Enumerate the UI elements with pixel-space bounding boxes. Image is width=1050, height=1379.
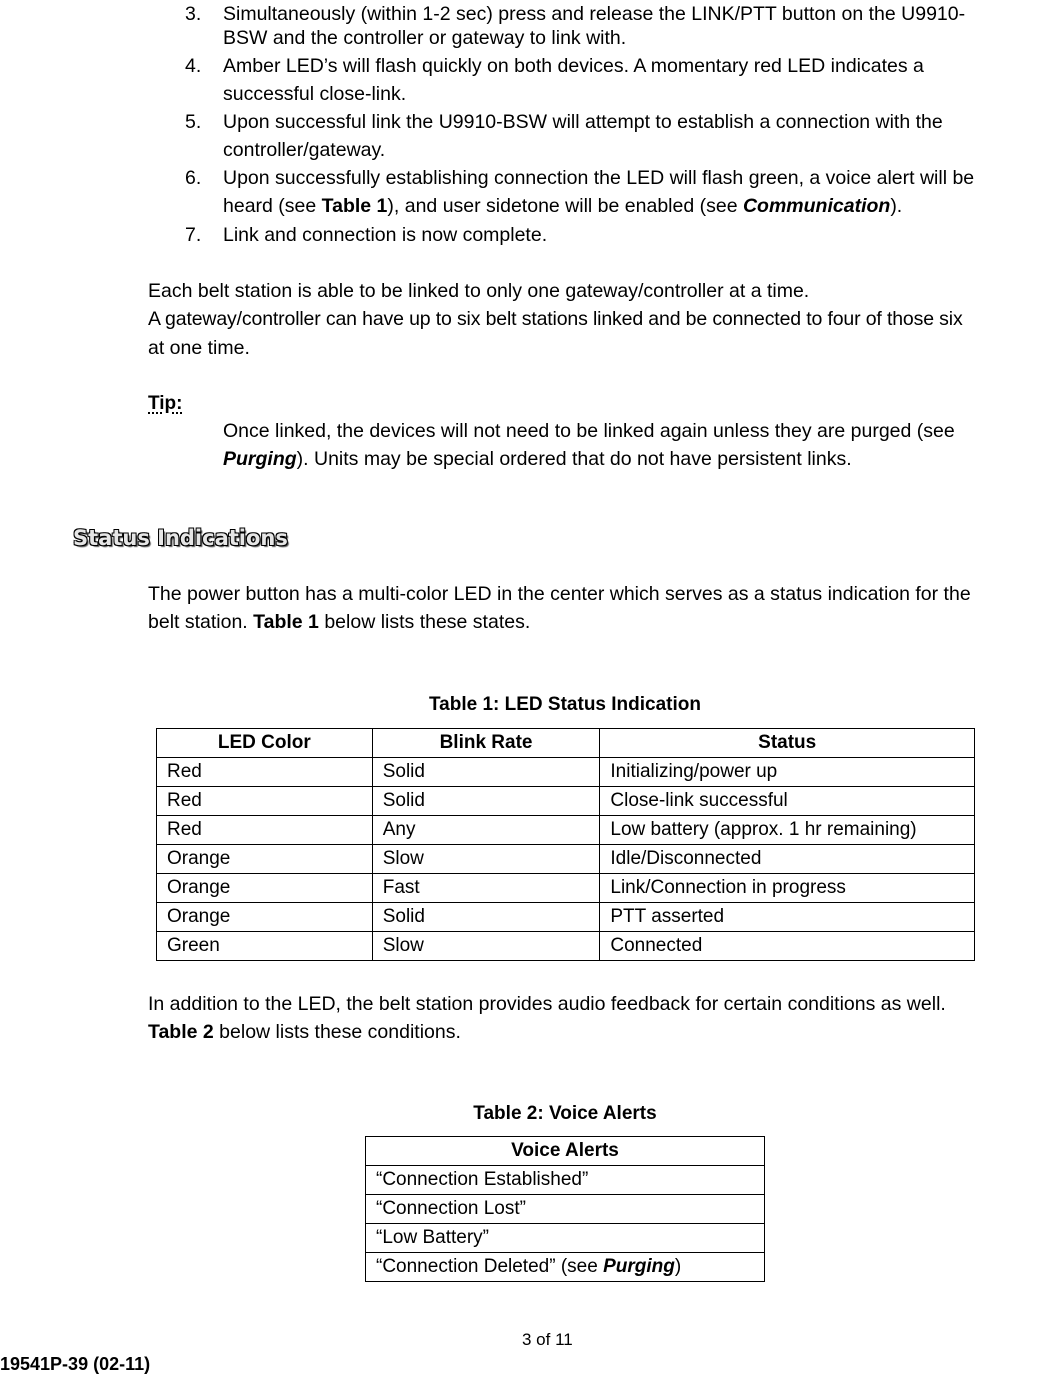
step-text [223, 192, 902, 221]
table-row [157, 758, 975, 787]
table-cell: Connected [600, 932, 975, 961]
table-cell: “Connection Established” [366, 1166, 765, 1195]
step-text: Upon successfully establishing connection the LED will flash green, a voice alert will be [223, 167, 975, 189]
step-text: Amber LED’s will flash quickly on both devices. A momentary red LED indicates a [223, 55, 924, 77]
table-cell: Idle/Disconnected [600, 845, 975, 874]
paragraph-line: The power button has a multi-color LED in the center which serves as a status indication for the [148, 583, 971, 605]
table-cell: Red [157, 758, 373, 787]
table-row [157, 874, 975, 903]
text-run: below lists these states. [318, 611, 531, 633]
table-1-reference: Table 1 [321, 195, 388, 217]
table-cell: Green [157, 932, 373, 961]
table-cell: Low battery (approx. 1 hr remaining) [600, 816, 975, 845]
table-row [366, 1166, 765, 1195]
table-1-caption: Table 1: LED Status Indication [428, 694, 701, 715]
led-status-table [156, 728, 975, 961]
paragraph-line [148, 608, 530, 637]
step-text: Upon successful link the U9910-BSW will attempt to establish a connection with the [223, 111, 943, 133]
text-run: heard (see [223, 195, 322, 217]
column-header: LED Color [157, 729, 373, 758]
table-cell: Orange [157, 874, 373, 903]
table-cell: Slow [372, 845, 600, 874]
step-number: 4. [185, 55, 202, 77]
document-id: 19541P-39 (02-11) [0, 1354, 151, 1374]
step-number: 7. [185, 224, 202, 246]
table-cell: Link/Connection in progress [600, 874, 975, 903]
table-cell: Close-link successful [600, 787, 975, 816]
text-run: below lists these conditions. [213, 1021, 461, 1043]
table-cell: Red [157, 816, 373, 845]
table-cell: Slow [372, 932, 600, 961]
table-row [366, 1253, 765, 1282]
text-run: “Connection Deleted” (see [376, 1256, 604, 1277]
text-run: ), and user sidetone will be enabled (see [387, 195, 743, 217]
tip-label: Tip: [148, 393, 183, 414]
table-cell: Any [372, 816, 600, 845]
table-cell: Fast [372, 874, 600, 903]
step-text: BSW and the controller or gateway to link with. [223, 27, 627, 49]
text-run: ). [890, 195, 903, 217]
table-cell: “Connection Lost” [366, 1195, 765, 1224]
step-number: 5. [185, 111, 202, 133]
step-number: 3. [185, 3, 202, 25]
paragraph-line: Each belt station is able to be linked to only one gateway/controller at a time. [148, 280, 810, 302]
table-row [366, 1195, 765, 1224]
step-number: 6. [185, 167, 202, 189]
table-row [366, 1224, 765, 1253]
table-row [157, 903, 975, 932]
table-row [157, 787, 975, 816]
column-header: Blink Rate [372, 729, 600, 758]
paragraph-line: A gateway/controller can have up to six belt stations linked and be connected to four of those six [148, 308, 963, 330]
paragraph-line: In addition to the LED, the belt station provides audio feedback for certain conditions as well. [148, 993, 946, 1015]
step-text: Link and connection is now complete. [223, 224, 548, 246]
column-header: Status [600, 729, 975, 758]
page-number: 3 of 11 [522, 1330, 573, 1349]
tip-text: Once linked, the devices will not need to be linked again unless they are purged (see [223, 420, 955, 442]
table-cell: Solid [372, 758, 600, 787]
table-1-reference: Table 1 [253, 611, 319, 633]
table-cell: PTT asserted [600, 903, 975, 932]
step-text: successful close-link. [223, 83, 407, 105]
table-cell [366, 1253, 765, 1282]
table-row [157, 932, 975, 961]
table-cell: Orange [157, 845, 373, 874]
paragraph-line: at one time. [148, 337, 250, 359]
table-2-caption: Table 2: Voice Alerts [473, 1103, 657, 1124]
table-row [157, 845, 975, 874]
tip-text [223, 445, 852, 474]
text-run: belt station. [148, 611, 254, 633]
table-row [157, 816, 975, 845]
step-text: Simultaneously (within 1-2 sec) press and release the LINK/PTT button on the U9910- [223, 3, 966, 25]
table-cell: Solid [372, 903, 600, 932]
table-header-row [366, 1137, 765, 1166]
communication-reference: Communication [742, 195, 891, 217]
purging-reference: Purging [603, 1256, 675, 1277]
text-run: ) [674, 1256, 682, 1277]
table-cell: Solid [372, 787, 600, 816]
step-text: controller/gateway. [223, 139, 386, 161]
table-cell: Initializing/power up [600, 758, 975, 787]
column-header: Voice Alerts [366, 1137, 765, 1166]
table-header-row [157, 729, 975, 758]
table-cell: “Low Battery” [366, 1224, 765, 1253]
voice-alerts-table [365, 1136, 765, 1282]
purging-reference: Purging [223, 448, 297, 470]
table-cell: Orange [157, 903, 373, 932]
section-heading: Status Indications [73, 526, 288, 550]
paragraph-line [148, 1018, 461, 1047]
text-run: ). Units may be special ordered that do not have persistent links. [296, 448, 852, 470]
table-cell: Red [157, 787, 373, 816]
table-2-reference: Table 2 [148, 1021, 214, 1043]
